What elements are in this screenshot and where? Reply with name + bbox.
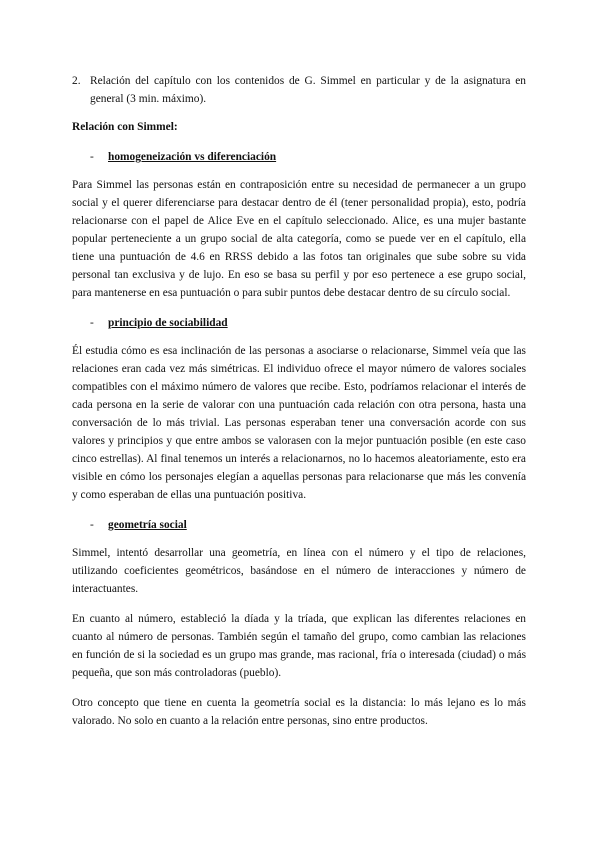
item-number: 2. <box>72 75 81 87</box>
bullet-text: geometría social <box>108 519 187 531</box>
bullet-sociabilidad <box>72 314 526 332</box>
bullet-text: homogeneización vs diferenciación <box>108 151 277 163</box>
section-heading: Relación con Simmel: <box>72 121 178 133</box>
bullet-dash: - <box>90 151 94 163</box>
bullet-dash: - <box>90 317 94 329</box>
bullet-text: principio de sociabilidad <box>108 317 228 329</box>
paragraph-1: Para Simmel las personas están en contraposición entre su necesidad de permanecer a un grupo social y el querer diferenciarse para destacar dentro de él (tener personalidad propia), esto, podría relacionarse con el papel de Alice Eve en el capítulo seleccionado. Alice, es una mujer bastante popular perteneciente a un grupo social de alta categoría, como se puede ver en el capítulo, ella tiene una puntuación de 4.6 en RRSS debido a las fotos tan originales que sube sobre su vida personal tan exclusiva y de lujo. En eso se basa su perfil y por eso pertenece a ese grupo social, para mantenerse en esa puntuación o para subir puntos debe destacar dentro de su círculo social. <box>72 179 526 299</box>
paragraph-2: Él estudia cómo es esa inclinación de las personas a asociarse o relacionarse, Simmel veía que las relaciones eran cada vez más simétricas. El individuo ofrece el mayor número de valores sociales compatibles con el máximo número de valores que recibe. Esto, podríamos relacionar el interés de cada persona en la serie de valorar con una puntuación cada relación con otra persona, hasta una conversación de lo más trivial. Las personas esperaban tener una conversación acorde con sus valores y principios y que entre ambos se valorasen con la mejor puntuación posible (en este caso cinco estrellas). Al final tenemos un interés a relacionarnos, no lo hacemos aleatoriamente, esto era visible en cómo los personajes elegían a aquellas personas para relacionarse que más les convenía y como esperaban de ellas una puntuación positiva. <box>72 345 526 501</box>
item-text: Relación del capítulo con los contenidos de G. Simmel en particular y de la asignatura en general (3 min. máximo). <box>90 75 526 105</box>
paragraph-5: Otro concepto que tiene en cuenta la geometría social es la distancia: lo más lejano es lo más valorado. No solo en cuanto a la relación entre personas, sino entre productos. <box>72 697 526 727</box>
bullet-dash: - <box>90 519 94 531</box>
numbered-item-2 <box>72 72 526 108</box>
document-body <box>72 72 526 742</box>
bullet-homogeneizacion <box>72 148 526 166</box>
paragraph-3: Simmel, intentó desarrollar una geometría, en línea con el número y el tipo de relaciones, utilizando coeficientes geométricos, basándose en el número de interacciones y número de interactuantes. <box>72 547 526 595</box>
paragraph-4: En cuanto al número, estableció la díada y la tríada, que explican las diferentes relaciones en cuanto al número de personas. También según el tamaño del grupo, como cambian las relaciones en función de si la sociedad es un grupo mas grande, mas racional, fría o interesada (ciudad) o más pequeña, que son más controladoras (pueblo). <box>72 613 526 679</box>
bullet-geometria <box>72 516 526 534</box>
